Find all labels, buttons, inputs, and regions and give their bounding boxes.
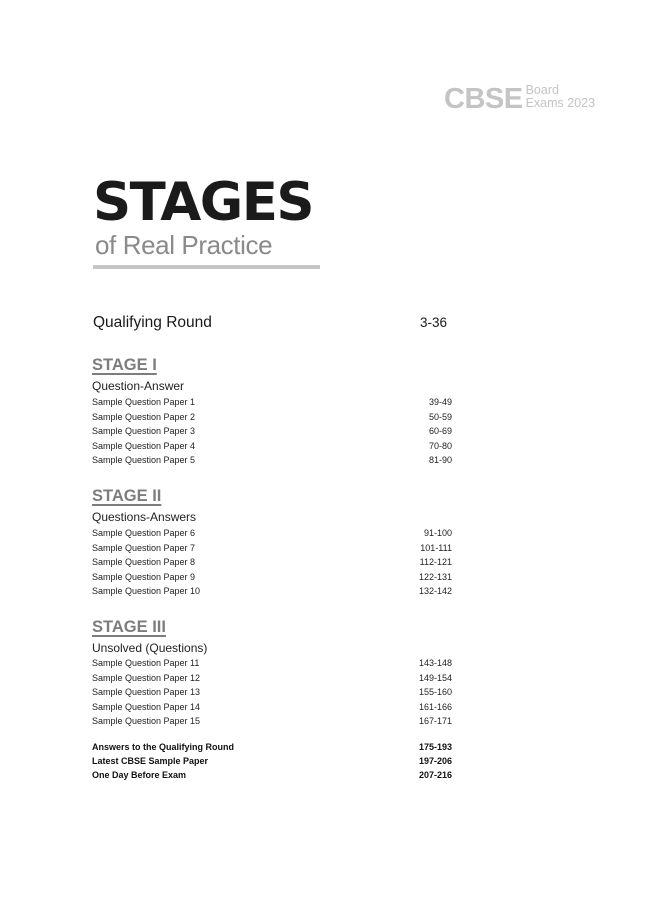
- stage-2-list: [92, 526, 452, 599]
- toc-row: [92, 584, 452, 599]
- stage-3-subtitle: Unsolved (Questions): [92, 641, 208, 655]
- stage-3-list: [92, 656, 452, 729]
- toc-row-label: Sample Question Paper 13: [92, 687, 201, 697]
- toc-row-label: Sample Question Paper 11: [92, 658, 200, 668]
- page-subtitle: of Real Practice: [95, 230, 273, 260]
- toc-row-label: Sample Question Paper 3: [92, 426, 196, 436]
- toc-row: [92, 410, 452, 425]
- extras-list: [92, 740, 452, 782]
- toc-row-pages: 207-216: [418, 770, 452, 780]
- toc-row-label: Sample Question Paper 5: [92, 455, 196, 465]
- brand-logo: [444, 84, 595, 114]
- toc-row-pages: 155-160: [418, 687, 452, 697]
- stage-2-subtitle: Questions-Answers: [92, 510, 197, 524]
- toc-row-pages: 81-90: [428, 455, 452, 465]
- toc-row-label: Sample Question Paper 14: [92, 701, 201, 712]
- toc-row: [92, 714, 452, 729]
- qualifying-round-pages: 3-36: [419, 315, 447, 330]
- toc-row-pages: 122-131: [418, 571, 452, 582]
- toc-row-pages: 50-59: [428, 411, 452, 422]
- toc-row-pages: 132-142: [418, 586, 452, 596]
- brand-line-2: Exams 2023: [525, 96, 596, 110]
- toc-row-pages: 175-193: [418, 742, 452, 752]
- stage-1-list: [92, 395, 452, 468]
- stage-1-heading: STAGE I: [92, 356, 157, 374]
- toc-row-label: Latest CBSE Sample Paper: [92, 756, 209, 766]
- toc-row-pages: 161-166: [418, 701, 452, 712]
- toc-row: [92, 453, 452, 468]
- toc-row-pages: 39-49: [428, 397, 452, 407]
- toc-row-label: Sample Question Paper 4: [92, 440, 196, 451]
- toc-row-label: Answers to the Qualifying Round: [92, 742, 235, 752]
- toc-row-pages: 167-171: [418, 716, 452, 726]
- toc-row-bold: [92, 768, 452, 782]
- toc-row: [92, 671, 452, 686]
- toc-row-label: Sample Question Paper 8: [92, 557, 196, 567]
- toc-row: [92, 700, 452, 715]
- toc-row-bold: [92, 754, 452, 768]
- toc-row-label: Sample Question Paper 1: [92, 397, 196, 407]
- toc-row: [92, 555, 452, 570]
- toc-row-label: One Day Before Exam: [92, 770, 187, 780]
- toc-row-label: Sample Question Paper 12: [92, 672, 201, 683]
- toc-row-pages: 143-148: [418, 658, 452, 668]
- toc-row: [92, 395, 452, 410]
- toc-row-pages: 112-121: [419, 557, 452, 567]
- brand-main-text: CBSE: [444, 83, 523, 115]
- toc-row: [92, 685, 452, 700]
- qualifying-round-label: Qualifying Round: [93, 314, 212, 331]
- toc-row: [92, 439, 452, 454]
- stage-2-heading: STAGE II: [92, 487, 162, 505]
- toc-row-label: Sample Question Paper 9: [92, 571, 196, 582]
- toc-row-bold: [92, 740, 452, 754]
- title-underline-divider: [93, 265, 320, 269]
- stage-3-heading: STAGE III: [92, 618, 166, 636]
- toc-row-pages: 149-154: [418, 672, 452, 683]
- brand-line-1: Board: [525, 83, 559, 97]
- brand-subtext: [526, 84, 595, 110]
- toc-row-pages: 91-100: [423, 528, 452, 538]
- page-title: STAGES: [93, 172, 314, 233]
- toc-row: [92, 541, 452, 556]
- toc-row-pages: 60-69: [428, 426, 452, 436]
- toc-row-pages: 197-206: [418, 756, 452, 766]
- toc-row-pages: 101-111: [420, 542, 452, 553]
- toc-row: [92, 424, 452, 439]
- toc-row-label: Sample Question Paper 15: [92, 716, 201, 726]
- stage-1-subtitle: Question-Answer: [92, 379, 185, 393]
- toc-row: [92, 656, 452, 671]
- toc-row-label: Sample Question Paper 7: [92, 542, 196, 553]
- toc-row: [92, 570, 452, 585]
- toc-row-pages: 70-80: [428, 440, 452, 451]
- toc-row: [92, 526, 452, 541]
- toc-row-label: Sample Question Paper 10: [92, 586, 201, 596]
- toc-row-label: Sample Question Paper 6: [92, 528, 196, 538]
- toc-row-label: Sample Question Paper 2: [92, 411, 196, 422]
